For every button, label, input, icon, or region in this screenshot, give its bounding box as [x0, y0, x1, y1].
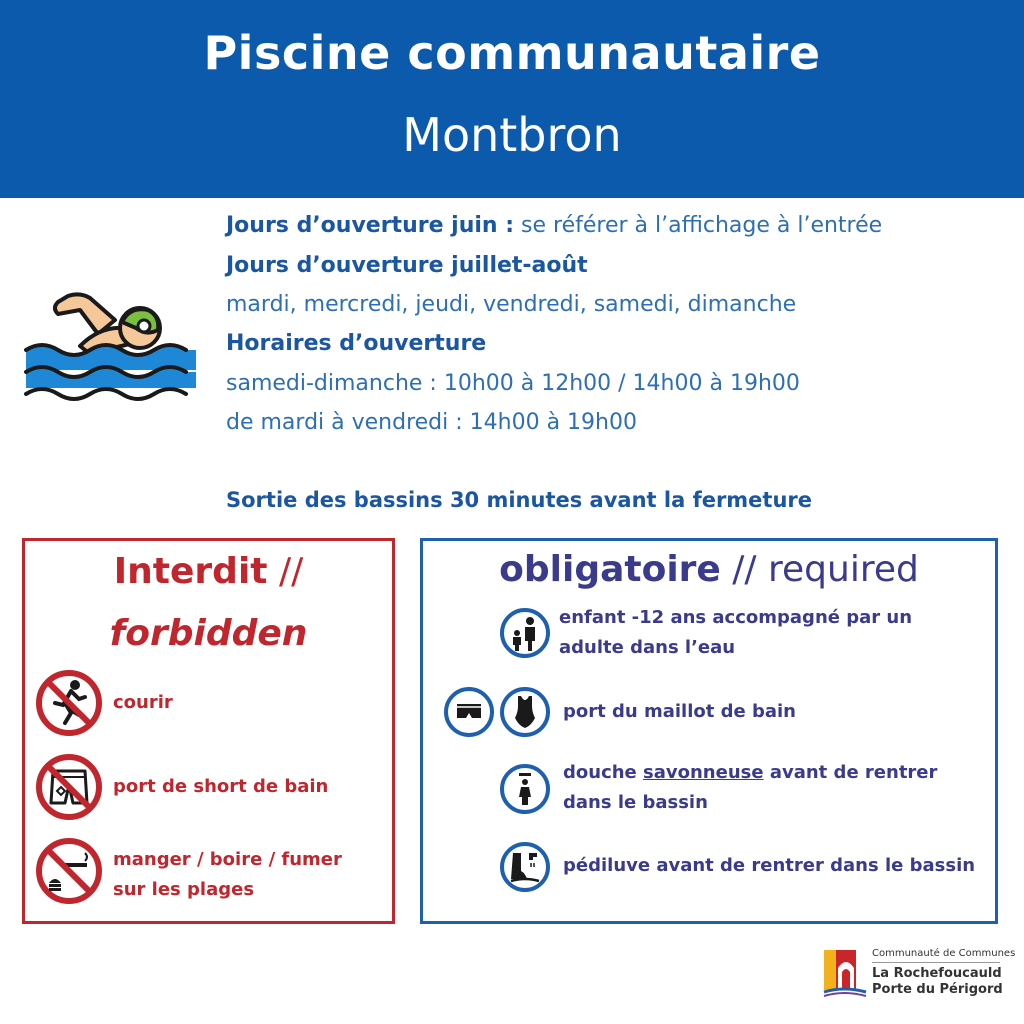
swim-trunks-icon	[443, 686, 495, 738]
shower-icon	[499, 763, 551, 815]
forbidden-panel	[22, 538, 395, 924]
header-banner	[0, 0, 1024, 198]
swimsuit-icon	[499, 686, 551, 738]
hours-label: Horaires d’ouverture	[226, 331, 487, 356]
required-item-shower-line2: dans le bassin	[563, 792, 708, 813]
weekday-hours: de mardi à vendredi : 14h00 à 19h00	[226, 410, 637, 435]
forbidden-item-eating-line1: manger / boire / fumer	[113, 849, 342, 870]
shower-line1-underlined: savonneuse	[643, 762, 764, 783]
required-item-shower	[563, 758, 937, 818]
required-item-swimsuit: port du maillot de bain	[563, 701, 796, 722]
no-eating-smoking-icon	[35, 837, 103, 905]
forbidden-title	[25, 551, 392, 592]
page-title: Piscine communautaire	[203, 26, 821, 80]
logo-small-text: Communauté de Communes	[872, 948, 1016, 959]
june-label: Jours d’ouverture juin :	[226, 213, 515, 238]
swimmer-icon	[20, 288, 200, 408]
forbidden-item-shorts: port de short de bain	[113, 776, 329, 797]
required-title	[423, 549, 995, 590]
required-panel	[420, 538, 998, 924]
community-logo	[822, 946, 1016, 1000]
shower-line1-pre: douche	[563, 762, 644, 783]
page-subtitle: Montbron	[402, 108, 622, 162]
logo-line2: Porte du Périgord	[872, 982, 1003, 997]
required-title-main: obligatoire	[499, 549, 721, 590]
june-line	[226, 213, 882, 238]
forbidden-item-eating	[113, 845, 342, 905]
logo-line1: La Rochefoucauld	[872, 966, 1002, 981]
footbath-icon	[499, 841, 551, 893]
no-swim-shorts-icon	[35, 753, 103, 821]
june-value: se référer à l’affichage à l’entrée	[514, 213, 883, 238]
shower-line1-post: avant de rentrer	[763, 762, 938, 783]
summer-days: mardi, mercredi, jeudi, vendredi, samedi, dimanche	[226, 292, 797, 317]
required-item-shower-line1	[563, 758, 937, 788]
child-with-adult-icon	[499, 607, 551, 659]
required-item-footbath: pédiluve avant de rentrer dans le bassin	[563, 855, 976, 876]
required-item-child-line2: adulte dans l’eau	[559, 637, 736, 658]
forbidden-item-running: courir	[113, 692, 173, 713]
forbidden-title-en: forbidden	[109, 613, 308, 654]
required-item-child	[559, 603, 912, 663]
required-title-en: required	[768, 549, 919, 590]
no-running-icon	[35, 669, 103, 737]
required-title-sep: //	[720, 549, 768, 590]
forbidden-title-sep: //	[267, 551, 304, 592]
logo-divider	[872, 962, 1000, 963]
exit-notice: Sortie des bassins 30 minutes avant la fermeture	[226, 488, 813, 512]
forbidden-title-main: Interdit	[113, 551, 268, 592]
required-item-child-line1: enfant -12 ans accompagné par un	[559, 607, 913, 628]
summer-label: Jours d’ouverture juillet-août	[226, 253, 588, 278]
forbidden-item-eating-line2: sur les plages	[113, 879, 255, 900]
weekend-hours: samedi-dimanche : 10h00 à 12h00 / 14h00 à 19h00	[226, 371, 800, 396]
logo-emblem-icon	[822, 946, 868, 998]
